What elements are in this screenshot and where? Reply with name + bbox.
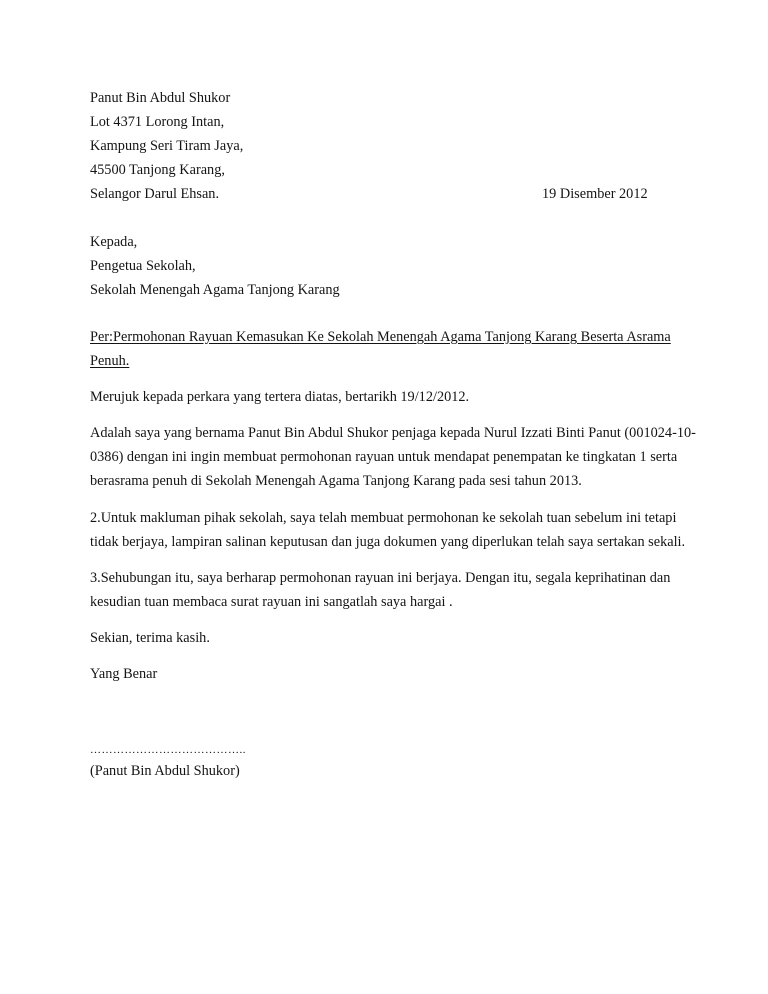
sender-address-line-1: Lot 4371 Lorong Intan, (90, 114, 225, 130)
sender-name: Panut Bin Abdul Shukor (90, 90, 231, 106)
reference-paragraph: Merujuk kepada perkara yang tertera diatas, bertarikh 19/12/2012. (90, 389, 470, 405)
paragraph-1-line-1: Adalah saya yang bernama Panut Bin Abdul Shukor penjaga kepada Nurul Izzati Binti Panut (001024-10- (90, 425, 696, 441)
paragraph-1-line-2: 0386) dengan ini ingin membuat permohonan rayuan untuk mendapat penempatan ke tingkatan 1 serta (90, 449, 678, 465)
paragraph-2-line-2: tidak berjaya, lampiran salinan keputusan dan juga dokumen yang diperlukan telah saya sertakan sekali. (90, 534, 686, 550)
paragraph-2-line-1: 2.Untuk makluman pihak sekolah, saya telah membuat permohonan ke sekolah tuan sebelum ini tetapi (90, 510, 677, 526)
sender-address-line-3: 45500 Tanjong Karang, (90, 162, 225, 178)
closing-line: Sekian, terima kasih. (90, 630, 210, 646)
subject-line-1: Per:Permohonan Rayuan Kemasukan Ke Sekolah Menengah Agama Tanjong Karang Beserta Asrama (90, 329, 671, 345)
sign-off: Yang Benar (90, 666, 158, 682)
sender-address-line-2: Kampung Seri Tiram Jaya, (90, 138, 244, 154)
sender-address-line-4: Selangor Darul Ehsan. (90, 186, 220, 202)
recipient-salutation: Kepada, (90, 234, 138, 250)
recipient-school: Sekolah Menengah Agama Tanjong Karang (90, 282, 340, 298)
signature-line: ………………………………….. (90, 744, 246, 756)
paragraph-3-line-1: 3.Sehubungan itu, saya berharap permohonan rayuan ini berjaya. Dengan itu, segala keprihatinan dan (90, 570, 671, 586)
recipient-title: Pengetua Sekolah, (90, 258, 196, 274)
paragraph-3-line-2: kesudian tuan membaca surat rayuan ini sangatlah saya hargai . (90, 594, 453, 610)
letter-date: 19 Disember 2012 (542, 186, 648, 202)
subject-line-2: Penuh. (90, 353, 130, 369)
paragraph-1-line-3: berasrama penuh di Sekolah Menengah Agama Tanjong Karang pada sesi tahun 2013. (90, 473, 582, 489)
signatory-name: (Panut Bin Abdul Shukor) (90, 763, 240, 779)
